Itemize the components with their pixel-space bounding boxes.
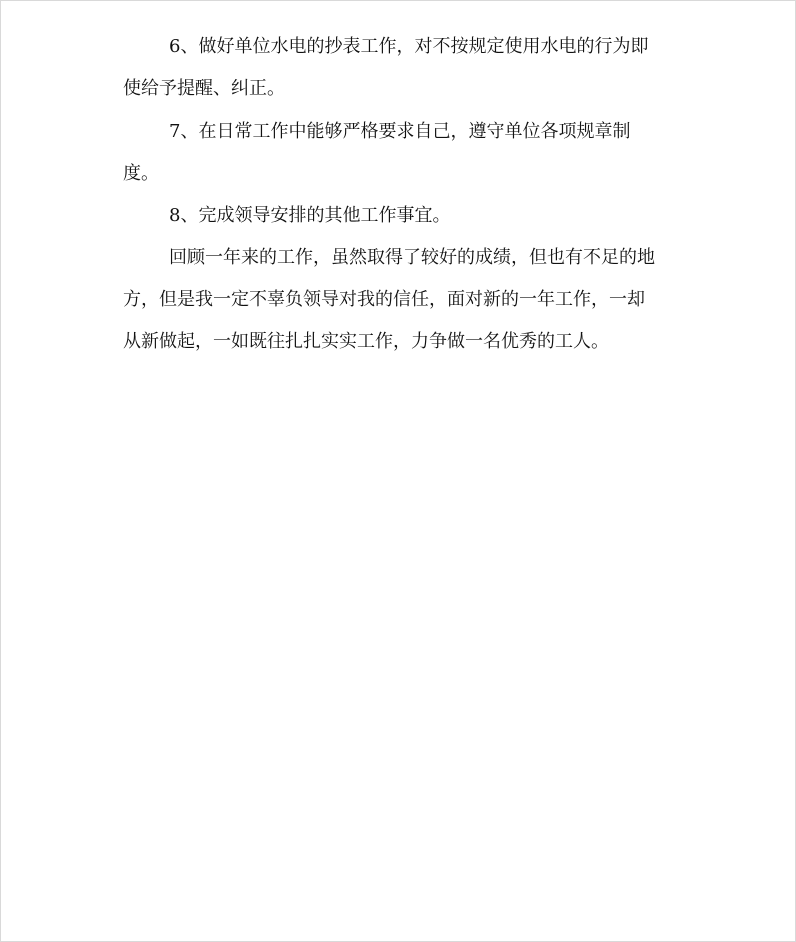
item-7-line-2: 度。	[123, 163, 159, 184]
item-6-line-2: 使给予提醒、纠正。	[123, 78, 285, 99]
summary-line-2: 方，但是我一定不辜负领导对我的信任，面对新的一年工作，一却	[123, 289, 645, 310]
item-8-line-1: 8、完成领导安排的其他工作事宜。	[169, 205, 451, 226]
summary-line-1: 回顾一年来的工作，虽然取得了较好的成绩，但也有不足的地	[169, 247, 655, 268]
item-6-line-1: 6、做好单位水电的抄表工作，对不按规定使用水电的行为即	[169, 36, 649, 57]
item-7-line-1: 7、在日常工作中能够严格要求自己，遵守单位各项规章制	[169, 121, 631, 142]
summary-line-3: 从新做起，一如既往扎扎实实工作，力争做一名优秀的工人。	[123, 331, 609, 352]
